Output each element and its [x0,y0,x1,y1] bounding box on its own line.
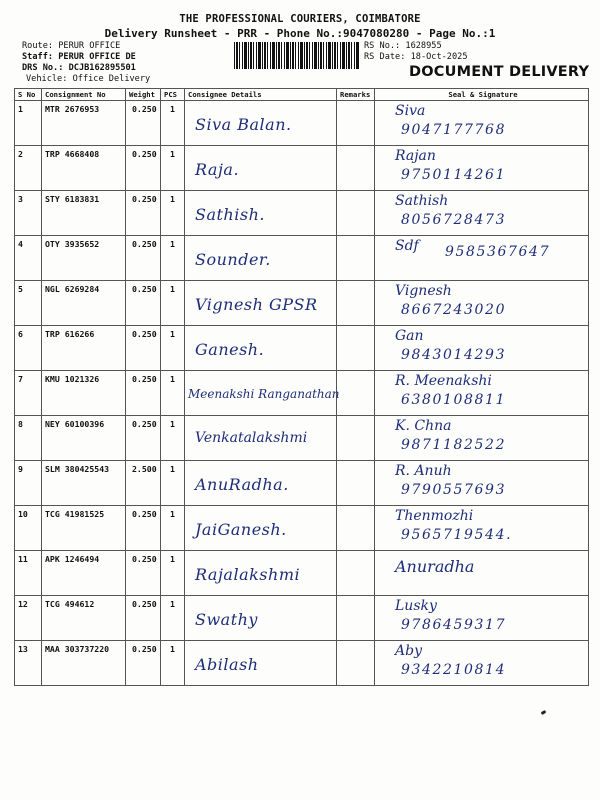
signature-scrawl: Vignesh [395,283,452,299]
route-value: PERUR OFFICE [58,41,121,51]
pcs-cell: 1 [161,191,185,236]
consignment-cell: APK 1246494 [42,551,126,596]
remarks-cell [337,146,375,191]
consignee-name: Rajalakshmi [195,565,301,584]
col-weight: Weight [126,89,161,101]
rs-date-value: 18-Oct-2025 [410,52,468,62]
rs-no-label: RS No.: [364,41,401,51]
sno-cell: 3 [15,191,42,236]
signature-scrawl: Sathish [395,193,449,209]
signature-cell [375,641,589,686]
remarks-cell [337,101,375,146]
receiver-phone: 9786459317 [401,617,507,633]
receiver-phone: 9047177768 [401,122,507,138]
consignment-cell: NEY 60100396 [42,416,126,461]
signature-scrawl: Gan [395,328,424,344]
table-row [15,236,589,281]
consignment-cell: OTY 3935652 [42,236,126,281]
pcs-cell: 1 [161,461,185,506]
signature-scrawl: Sdf [395,238,419,254]
signature-cell [375,416,589,461]
pcs-cell: 1 [161,551,185,596]
pcs-cell: 1 [161,236,185,281]
drs-line [22,63,136,73]
consignee-name: Swathy [195,610,258,629]
weight-cell: 0.250 [126,596,161,641]
consignee-cell [185,461,337,506]
signature-cell [375,236,589,281]
consignee-cell [185,101,337,146]
col-consignment: Consignment No [42,89,126,101]
signature-scrawl: K. Chna [395,418,452,434]
drs-value: DCJB162895501 [68,63,136,73]
receiver-phone: 8056728473 [401,212,507,228]
consignee-cell [185,596,337,641]
table-row [15,191,589,236]
signature-cell [375,371,589,416]
weight-cell: 0.250 [126,236,161,281]
weight-cell: 0.250 [126,551,161,596]
staff-line [22,52,136,62]
sno-cell: 13 [15,641,42,686]
consignee-name: Abilash [195,655,259,674]
pen-mark [541,710,547,715]
signature-scrawl: Aby [395,643,422,659]
table-row [15,101,589,146]
signature-scrawl: Siva [395,103,426,119]
table-row [15,416,589,461]
vehicle-label: Vehicle: [26,74,68,84]
consignee-cell [185,416,337,461]
remarks-cell [337,596,375,641]
table-row [15,641,589,686]
vehicle-line [26,74,150,84]
runsheet-title: THE PROFESSIONAL COURIERS, COIMBATORE [179,13,421,25]
pcs-cell: 1 [161,326,185,371]
consignee-name: Vignesh GPSR [195,295,318,314]
consignee-name: JaiGanesh. [195,520,287,539]
consignee-cell [185,371,340,416]
remarks-cell [337,326,375,371]
table-row [15,146,589,191]
consignee-name: Venkatalakshmi [195,430,308,446]
remarks-cell [337,191,375,236]
consignee-cell [185,146,337,191]
consignee-name: Meenakshi Ranganathan [188,387,340,401]
signature-cell [375,596,589,641]
table-row [15,371,589,416]
receiver-phone: 9342210814 [401,662,507,678]
remarks-cell [337,416,375,461]
consignee-cell [185,641,337,686]
runsheet-subtitle: Delivery Runsheet - PRR - Phone No.:9047080280 - Page No.:1 [104,27,496,40]
signature-scrawl: R. Anuh [395,463,452,479]
table-row [15,551,589,596]
weight-cell: 0.250 [126,641,161,686]
sno-cell: 8 [15,416,42,461]
consignee-cell [185,551,337,596]
document-delivery-heading: DOCUMENT DELIVERY [409,64,590,80]
remarks-cell [337,461,375,506]
remarks-cell [337,236,375,281]
consignment-cell: MTR 2676953 [42,101,126,146]
rs-no-value: 1628955 [405,41,442,51]
rs-date-label: RS Date: [364,52,406,62]
consignee-cell [185,506,337,551]
col-remarks: Remarks [337,89,375,101]
route-label: Route: [22,41,54,51]
pcs-cell: 1 [161,371,185,416]
consignee-cell [185,281,337,326]
weight-cell: 0.250 [126,101,161,146]
sno-cell: 2 [15,146,42,191]
consignee-cell [185,191,337,236]
consignee-cell [185,326,337,371]
pcs-cell: 1 [161,101,185,146]
consignment-cell: STY 6183831 [42,191,126,236]
sno-cell: 1 [15,101,42,146]
col-pcs: PCS [161,89,185,101]
sno-cell: 4 [15,236,42,281]
receiver-phone: 9585367647 [445,244,551,260]
col-signature: Seal & Signature [375,89,589,101]
drs-barcode [234,42,359,69]
weight-cell: 0.250 [126,191,161,236]
receiver-phone: 8667243020 [401,302,507,318]
consignment-cell: NGL 6269284 [42,281,126,326]
consignment-cell: MAA 303737220 [42,641,126,686]
remarks-cell [337,281,375,326]
consignment-cell: TRP 616266 [42,326,126,371]
consignment-cell: TRP 4668408 [42,146,126,191]
consignment-cell: KMU 1021326 [42,371,126,416]
receiver-phone: 9871182522 [401,437,507,453]
sno-cell: 9 [15,461,42,506]
pcs-cell: 1 [161,281,185,326]
remarks-cell [337,506,375,551]
consignment-cell: TCG 41981525 [42,506,126,551]
sno-cell: 7 [15,371,42,416]
consignee-name: Sathish. [195,205,265,224]
consignee-name: Raja. [195,160,240,179]
signature-cell [375,506,589,551]
consignee-name: Ganesh. [195,340,265,359]
signature-cell [375,461,589,506]
pcs-cell: 1 [161,416,185,461]
sno-cell: 5 [15,281,42,326]
weight-cell: 0.250 [126,326,161,371]
receiver-phone: 6380108811 [401,392,507,408]
staff-value: PERUR OFFICE DE [58,52,136,62]
table-row [15,326,589,371]
pcs-cell: 1 [161,596,185,641]
table-row [15,506,589,551]
signature-scrawl: Lusky [395,598,437,614]
pcs-cell: 1 [161,146,185,191]
weight-cell: 0.250 [126,146,161,191]
sno-cell: 6 [15,326,42,371]
table-header-row [15,89,589,101]
signature-scrawl: Anuradha [395,557,475,576]
signature-cell [375,326,589,371]
table-row [15,281,589,326]
pcs-cell: 1 [161,641,185,686]
consignee-name: Siva Balan. [195,115,292,134]
weight-cell: 0.250 [126,371,161,416]
staff-label: Staff: [22,52,54,62]
weight-cell: 2.500 [126,461,161,506]
signature-cell [375,101,589,146]
weight-cell: 0.250 [126,416,161,461]
rs-date-line [364,52,468,62]
vehicle-value: Office Delivery [72,74,151,84]
table-row [15,596,589,641]
col-sno: S No [15,89,42,101]
signature-scrawl: Rajan [395,148,436,164]
remarks-cell [337,371,375,416]
sno-cell: 12 [15,596,42,641]
drs-label: DRS No.: [22,63,64,73]
consignment-cell: TCG 494612 [42,596,126,641]
runsheet-table [14,88,589,686]
sno-cell: 10 [15,506,42,551]
signature-cell [375,551,589,596]
consignee-name: AnuRadha. [195,475,289,494]
receiver-phone: 9843014293 [401,347,507,363]
signature-cell [375,191,589,236]
col-consignee: Consignee Details [185,89,337,101]
consignee-cell [185,236,337,281]
remarks-cell [337,551,375,596]
receiver-phone: 9790557693 [401,482,507,498]
receiver-phone: 9565719544. [401,527,513,543]
weight-cell: 0.250 [126,281,161,326]
signature-cell [375,281,589,326]
consignment-cell: SLM 380425543 [42,461,126,506]
consignee-name: Sounder. [195,250,271,269]
rs-no-line [364,41,442,51]
signature-scrawl: R. Meenakshi [395,373,492,389]
route-line [22,41,120,51]
table-row [15,461,589,506]
signature-scrawl: Thenmozhi [395,508,474,524]
receiver-phone: 9750114261 [401,167,507,183]
weight-cell: 0.250 [126,506,161,551]
signature-cell [375,146,589,191]
pcs-cell: 1 [161,506,185,551]
remarks-cell [337,641,375,686]
sno-cell: 11 [15,551,42,596]
